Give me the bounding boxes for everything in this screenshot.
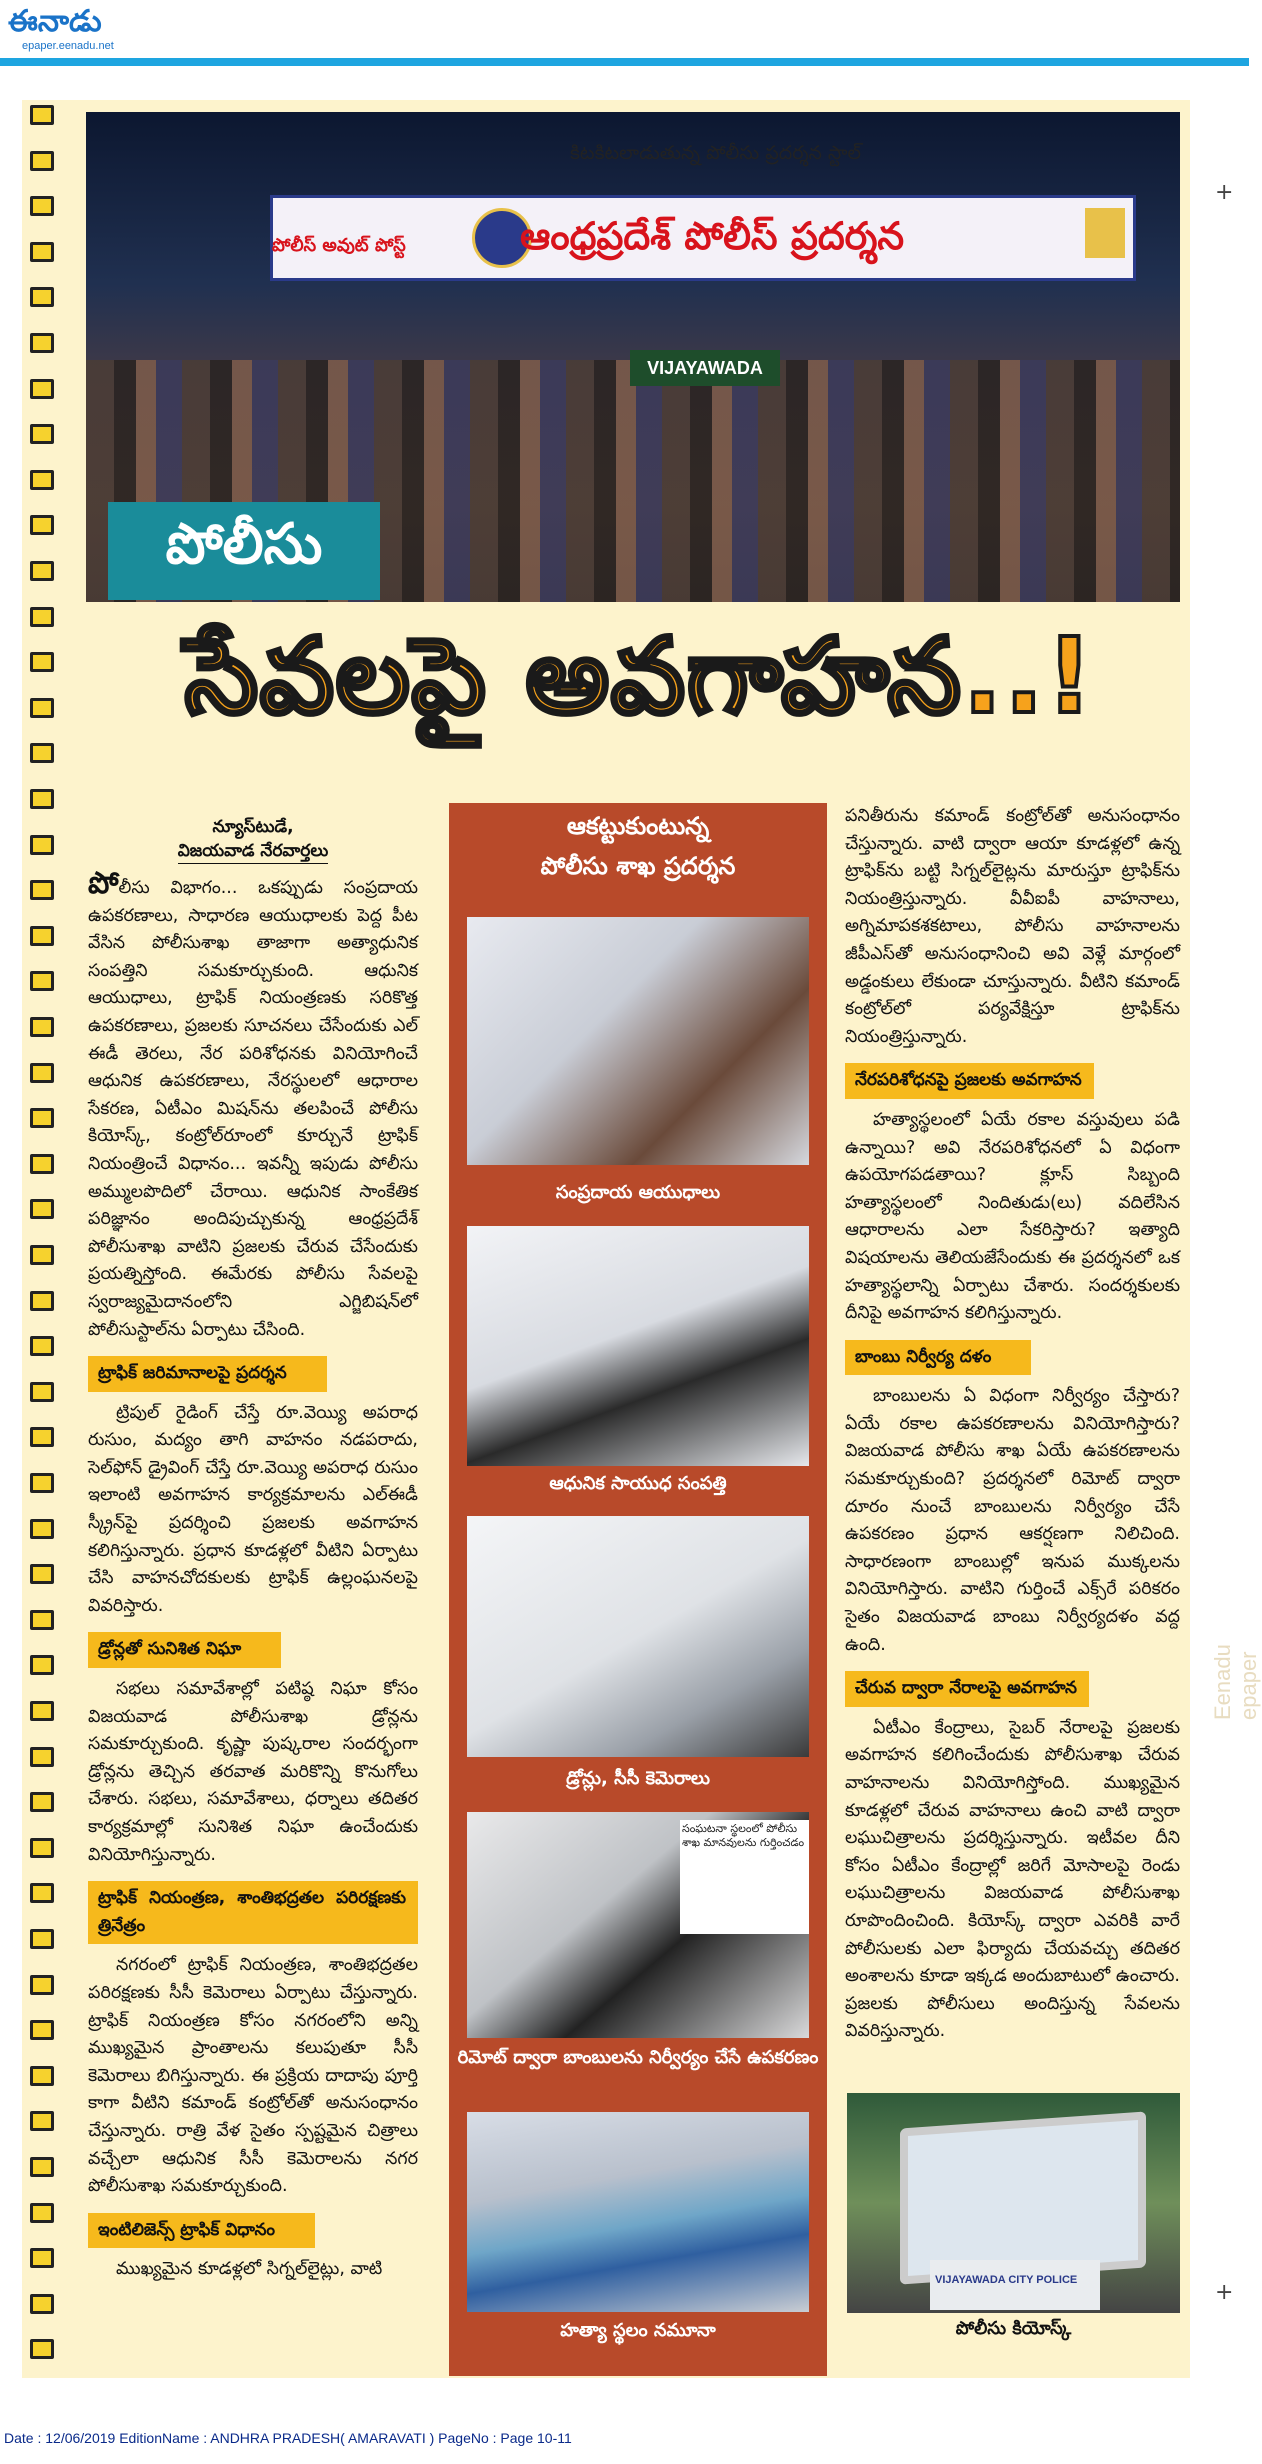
caption-crime-scene: హత్యా స్థలం నమూనా [560,2320,716,2341]
police-badge-icon [1085,208,1125,258]
binder-ring-icon [30,1336,54,1356]
kicker-label: పోలీసు [108,502,380,600]
binder-ring-icon [30,1199,54,1219]
binder-ring-icon [30,1063,54,1083]
inset-note-card [680,1820,809,1934]
bomb-squad-text: బాంబులను ఏ విధంగా నిర్వీర్యం చేస్తారు? ఏయే రకాల ఉపకరణాలను వినియోగిస్తారు? విజయవాడ పోలీసు శాఖ ఏయే ఉపకరణాలను సమకూర్చుకుంది? ప్రదర్శనలో రిమోట్ ద్వారా దూరం నుంచే బాంబులను నిర్వీర్యం చేసే ఉపకరణం ప్రధాన ఆకర్షణగా నిలిచింది. సాధారణంగా బాంబుల్లో ఇనుప ముక్కలను వినియోగిస్తారు. వాటిని గుర్తించే ఎక్స్‌రే పరికరం సైతం విజయవాడ బాంబు నిర్వీర్యదళం వద్ద ఉంది. [845,1386,1180,1655]
binder-ring-icon [30,1519,54,1539]
binder-ring-icon [30,1154,54,1174]
headline: సేవలపై అవగాహన..! [184,615,1096,737]
page-footer: Date : 12/06/2019 EditionName : ANDHRA PRADESH( AMARAVATI ) PageNo : Page 10-11 [4,2430,572,2446]
traffic-fines-text: ట్రిపుల్ రైడింగ్ చేస్తే రూ.వెయ్యి అపరాధ రుసుం, మద్యం తాగి వాహనం నడపరాదు, సెల్‌ఫోన్ డ్రైవింగ్ చేస్తే రూ.వెయ్యి అపరాధ రుసుం ఇలాంటి అవగాహన కార్యక్రమాలను ఎల్‌ఈడీ స్క్రీన్‌పై ప్రదర్శించి ప్రజలకు అవగాహన కలిగిస్తున్నారు. ప్రధాన కూడళ్లలో వీటిని ఏర్పాటు చేసి వాహనచోదకులకు ట్రాఫిక్ ఉల్లంఘనలపై వివరిస్తారు. [88,1402,418,1616]
binder-ring-icon [30,835,54,855]
header-divider [0,58,1249,66]
binder-ring-icon [30,1017,54,1037]
subhead-trinetram: ట్రాఫిక్ నియంత్రణ, శాంతిభద్రతల పరిరక్షణకు త్రినేత్రం [88,1881,418,1944]
binder-ring-icon [30,242,54,262]
binder-ring-icon [30,1108,54,1128]
binder-ring-icon [30,971,54,991]
binder-ring-icon [30,2294,54,2314]
byline [88,815,418,864]
binder-ring-icon [30,743,54,763]
binder-ring-icon [30,880,54,900]
binder-ring-icon [30,379,54,399]
binder-ring-icon [30,2020,54,2040]
eenadu-logo[interactable]: ఈనాడు [8,4,102,39]
crime-scene-photo [467,2112,809,2312]
binder-ring-icon [30,607,54,627]
kiosk-label: VIJAYAWADA CITY POLICE [935,2274,1078,2286]
binder-rings [30,105,60,2375]
banner-left-text: పోలీస్ అవుట్ పోస్ట్ [272,235,406,256]
vijayawada-sign: VIJAYAWADA [630,350,780,386]
crop-mark-icon: + [1215,180,1234,205]
binder-ring-icon [30,1701,54,1721]
drones-cctv-photo [467,1516,809,1757]
binder-ring-icon [30,652,54,672]
binder-ring-icon [30,789,54,809]
inset-note-text: సంఘటనా స్థలంలో పోలీసు శాఖ మానవులను గుర్తించడం [682,1822,805,1849]
sidebar-title-line-1: ఆకట్టుకుంటున్న [566,812,710,840]
subhead-intelligent-traffic: ఇంటిలిజెన్స్ ట్రాఫిక్ విధానం [88,2213,315,2249]
binder-ring-icon [30,561,54,581]
binder-ring-icon [30,424,54,444]
binder-ring-icon [30,333,54,353]
logo-subtitle: epaper.eenadu.net [22,40,114,52]
caption-drones-cctv: డ్రోన్లు, సీసీ కెమెరాలు [566,1768,710,1789]
banner-text: ఆంధ్రప్రదేశ్ పోలీస్ ప్రదర్శన [520,214,905,258]
byline-source: న్యూస్‌టుడే, [212,817,294,837]
crop-mark-icon: + [1215,2280,1234,2305]
caption-bomb-disposal: రిమోట్ ద్వారా బాంబులను నిర్వీర్యం చేసే ఉపకరణం [457,2047,819,2068]
binder-ring-icon [30,926,54,946]
subhead-traffic-fines: ట్రాఫిక్ జరిమానాలపై ప్రదర్శన [88,1356,327,1392]
crime-investigation-text: హత్యాస్థలంలో ఏయే రకాల వస్తువులు పడి ఉన్నాయి? అవి నేరపరిశోధనలో ఏ విధంగా ఉపయోగపడతాయి? క్లూస్ సిబ్బంది హత్యాస్థలంలో నిందితుడు(లు) వదిలేసిన ఆధారాలను ఎలా సేకరిస్తారు? ఇత్యాది విషయాలను తెలియజేసేందుకు ఈ ప్రదర్శనలో ఒక హత్యాస్థలాన్ని ఏర్పాటు చేశారు. సందర్శకులకు దీనిపై అవగాహన కలిగిస్తున్నారు. [845,1109,1180,1324]
intelligent-traffic-text: ముఖ్యమైన కూడళ్లలో సిగ్నల్‌లైట్లు, వాటి [116,2259,383,2280]
photo-caption: కిటకిటలాడుతున్న పోలీసు ప్రదర్శన స్టాల్ [570,142,861,164]
binder-ring-icon [30,1883,54,1903]
article-column-3 [845,803,1180,2052]
drop-cap: పో [88,866,119,901]
binder-ring-icon [30,2339,54,2359]
binder-ring-icon [30,2111,54,2131]
subhead-bomb-squad: బాంబు నిర్వీర్య దళం [845,1340,1031,1376]
binder-ring-icon [30,1975,54,1995]
binder-ring-icon [30,1427,54,1447]
binder-ring-icon [30,2248,54,2268]
binder-ring-icon [30,1382,54,1402]
byline-desk: విజయవాడ నేరవార్తలు [178,839,329,864]
binder-ring-icon [30,1929,54,1949]
caption-traditional-weapons: సంప్రదాయ ఆయుధాలు [555,1182,721,1203]
col3-intro-text: పనితీరును కమాండ్ కంట్రోల్‌తో అనుసంధానం చేస్తున్నారు. వాటి ద్వారా ఆయా కూడళ్లలో ఉన్న ట్రాఫిక్‌ను బట్టి సిగ్నల్‌లైట్లను మారుస్తూ ట్రాఫిక్‌ను నియంత్రిస్తున్నారు. వీవీఐపీ వాహనాలు, అగ్నిమాపకశకటాలు, పోలీసు వాహనాలను జీపీఎస్‌తో అనుసంధానించి అవి వెళ్లే మార్గంలో అడ్డంకులు లేకుండా చూస్తున్నారు. వీటిని కమాండ్ కంట్రోల్‌లో పర్యవేక్షిస్తూ ట్రాఫిక్‌ను నియంత్రిస్తున్నారు. [845,806,1180,1047]
site-header [0,0,1249,62]
binder-ring-icon [30,287,54,307]
binder-ring-icon [30,1291,54,1311]
binder-ring-icon [30,1838,54,1858]
binder-ring-icon [30,515,54,535]
binder-ring-icon [30,2066,54,2086]
kiosk-screen [900,2111,1146,2284]
drones-text: సభలు సమావేశాల్లో పటిష్ఠ నిఘా కోసం విజయవాడ పోలీసుశాఖ డ్రోన్లను సమకూర్చుకుంది. కృష్ణా పుష్కరాల సందర్భంగా డ్రోన్లను తెచ్చిన తరవాత మరికొన్ని కొనుగోలు చేశారు. సభలు, సమావేశాలు, ధర్నాలు తదితర కార్యక్రమాల్లో సునిశిత నిఘా ఉంచేందుకు వినియోగిస్తున్నారు. [88,1679,418,1865]
binder-ring-icon [30,1655,54,1675]
binder-ring-icon [30,1564,54,1584]
watermark: Eenadu epaper [1210,1644,1261,1720]
binder-ring-icon [30,470,54,490]
subhead-crime-investigation: నేరపరిశోధనపై ప్రజలకు అవగాహన [845,1063,1094,1099]
subhead-drones: డ్రోన్లతో సునిశిత నిఘా [88,1632,281,1668]
traditional-weapons-photo [467,917,809,1165]
caption-police-kiosk: పోలీసు కియోస్క్ [955,2318,1072,2339]
binder-ring-icon [30,151,54,171]
intro-text: లీసు విభాగం... ఒకప్పుడు సంప్రదాయ ఉపకరణాలు, సాధారణ ఆయుధాలకు పెద్ద పీట వేసిన పోలీసుశాఖ తాజాగా అత్యాధునిక సంపత్తిని సమకూర్చుకుంది. ఆధునిక ఆయుధాలు, ట్రాఫిక్ నియంత్రణకు సరికొత్త ఉపకరణాలు, ప్రజలకు సూచనలు చేసేందుకు ఎల్ ఈడీ తెరలు, నేర పరిశోధనకు వినియోగించే ఆధునిక ఉపకరణాలు, నేరస్థులలో ఆధారాల సేకరణ, ఏటీఎం మిషన్‌ను తలపించే పోలీసు కియోస్క్, కంట్రోల్‌రూంలో కూర్చునే ట్రాఫిక్ నియంత్రించే విధానం... ఇవన్నీ ఇపుడు పోలీసు అమ్ములపొదిలో చేరాయి. ఆధునిక సాంకేతిక పరిజ్ఞానం అందిపుచ్చుకున్న ఆంధ్రప్రదేశ్ పోలీసుశాఖ వాటిని ప్రజలకు చేరువ చేసేందుకు ప్రయత్నిస్తోంది. ఈమేరకు పోలీసు సేవలపై స్వరాజ్యమైదానంలోని ఎగ్జిబిషన్‌లో పోలీసుస్టాల్‌ను ఏర్పాటు చేసింది. [88,878,418,1340]
binder-ring-icon [30,698,54,718]
caption-modern-weapons: ఆధునిక సాయుధ సంపత్తి [549,1473,727,1494]
binder-ring-icon [30,1747,54,1767]
modern-weapons-photo [467,1226,809,1466]
subhead-cheruva: చేరువ ద్వారా నేరాలపై అవగాహన [845,1671,1089,1707]
binder-ring-icon [30,1610,54,1630]
binder-ring-icon [30,2157,54,2177]
cheruva-text: ఏటీఎం కేంద్రాలు, సైబర్ నేరాలపై ప్రజలకు అవగాహన కలిగించేందుకు పోలీసుశాఖ చేరువ వాహనాలను వినియోగిస్తోంది. ముఖ్యమైన కూడళ్లలో చేరువ వాహనాలు ఉంచి వాటి ద్వారా లఘుచిత్రాలను ప్రదర్శిస్తున్నారు. ఇటీవల దీని కోసం ఏటీఎం కేంద్రాల్లో జరిగే మోసాలపై రెండు లఘుచిత్రాలను విజయవాడ పోలీసుశాఖ రూపొందించింది. కియోస్క్ ద్వారా ఎవరికి వారే పోలీసులకు ఎలా ఫిర్యాదు చేయవచ్చు తదితర అంశాలను కూడా ఇక్కడ అందుబాటులో ఉంచారు. ప్రజలకు పోలీసులు అందిస్తున్న సేవలను వివరిస్తున్నారు. [845,1717,1180,2042]
binder-ring-icon [30,1473,54,1493]
binder-ring-icon [30,196,54,216]
binder-ring-icon [30,2203,54,2223]
binder-ring-icon [30,1792,54,1812]
sidebar-title [449,806,827,886]
binder-ring-icon [30,105,54,125]
sidebar-title-line-2: పోలీసు శాఖ ప్రదర్శన [540,852,736,880]
trinetram-text: నగరంలో ట్రాఫిక్ నియంత్రణ, శాంతిభద్రతల పరిరక్షణకు సీసీ కెమెరాలు ఏర్పాటు చేస్తున్నారు. ట్రాఫిక్ నియంత్రణ కోసం నగరంలోని అన్ని ముఖ్యమైన ప్రాంతాలను కలుపుతూ సీసీ కెమెరాలు బిగిస్తున్నారు. ఈ ప్రక్రియ దాదాపు పూర్తి కాగా వీటిని కమాండ్ కంట్రోల్‌తో అనుసంధానం చేస్తున్నారు. రాత్రి వేళ సైతం స్పష్టమైన చిత్రాలు వచ్చేలా ఆధునిక సీసీ కెమెరాలను నగర పోలీసుశాఖ సమకూర్చుకుంది. [88,1955,418,2197]
binder-ring-icon [30,1245,54,1265]
article-column-1 [88,866,418,2290]
